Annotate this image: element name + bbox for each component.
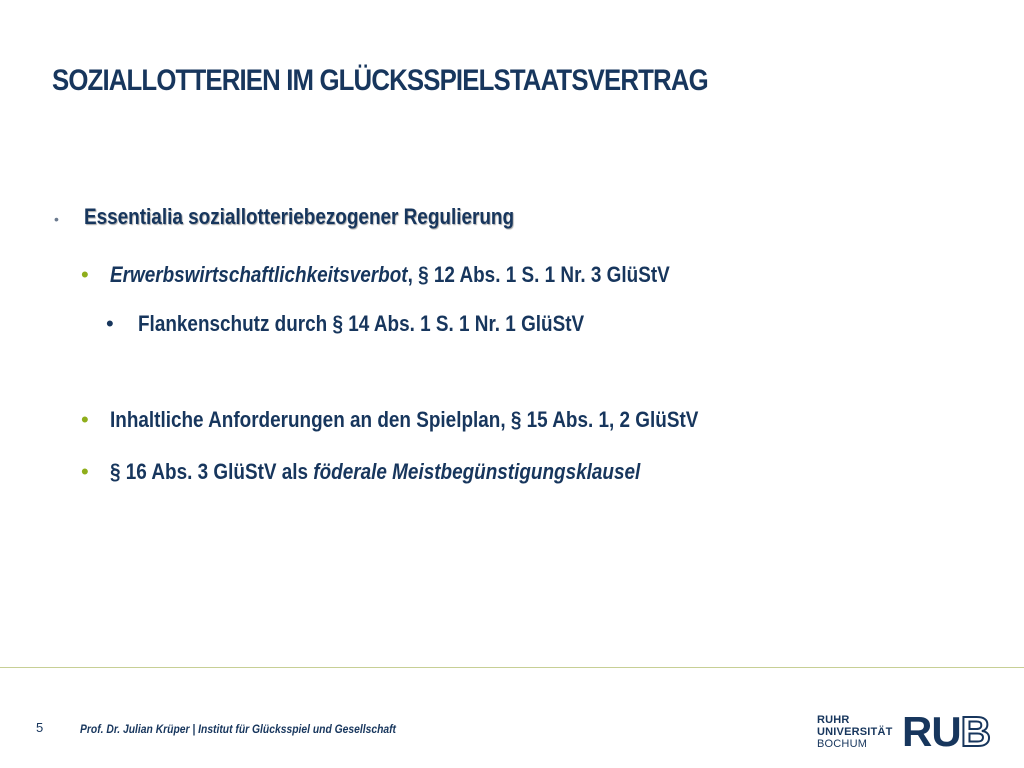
bullet-marker: • — [81, 407, 89, 432]
footer-divider — [0, 667, 1024, 668]
bullet-item-a — [81, 260, 761, 290]
logo-line-universitaet: UNIVERSITÄT — [817, 726, 893, 738]
bullet-marker: • — [106, 311, 114, 336]
bullet-item-a-italic: Erwerbswirtschaftlichkeitsverbot — [110, 262, 408, 287]
bullet-item-d — [81, 457, 727, 487]
bullet-item-a-text — [110, 260, 670, 290]
logo-line-ruhr: RUHR — [817, 714, 850, 726]
rub-logo — [902, 709, 990, 755]
rub-logo-outline: B — [960, 708, 991, 755]
bullet-main-text: Essentialia soziallotteriebezogener Regulierung — [84, 204, 515, 229]
bullet-marker: • — [81, 459, 89, 484]
bullet-item-b-text: Flankenschutz durch § 14 Abs. 1 S. 1 Nr. 1 GlüStV — [138, 311, 585, 336]
rub-logo-solid: RU — [902, 708, 961, 755]
bullet-marker: • — [54, 211, 59, 227]
bullet-marker: • — [81, 262, 89, 287]
university-logo-text — [817, 714, 893, 750]
bullet-item-d-text — [110, 457, 640, 487]
page-number: 5 — [36, 720, 44, 735]
slide-title: SOZIALLOTTERIEN IM GLÜCKSSPIELSTAATSVERTRAG — [52, 64, 708, 97]
footer-author-line: Prof. Dr. Julian Krüper | Institut für Glücksspiel und Gesellschaft — [80, 722, 396, 736]
bullet-item-c-text: Inhaltliche Anforderungen an den Spielplan, § 15 Abs. 1, 2 GlüStV — [110, 407, 699, 432]
logo-line-bochum: BOCHUM — [817, 738, 868, 750]
bullet-item-d-lead: § 16 Abs. 3 GlüStV als — [110, 459, 314, 484]
bullet-item-c — [81, 405, 794, 435]
bullet-main — [54, 202, 584, 234]
bullet-item-b — [106, 309, 657, 339]
bullet-item-a-rest: , § 12 Abs. 1 S. 1 Nr. 3 GlüStV — [407, 262, 670, 287]
bullet-item-d-italic: föderale Meistbegünstigungsklausel — [313, 459, 641, 484]
